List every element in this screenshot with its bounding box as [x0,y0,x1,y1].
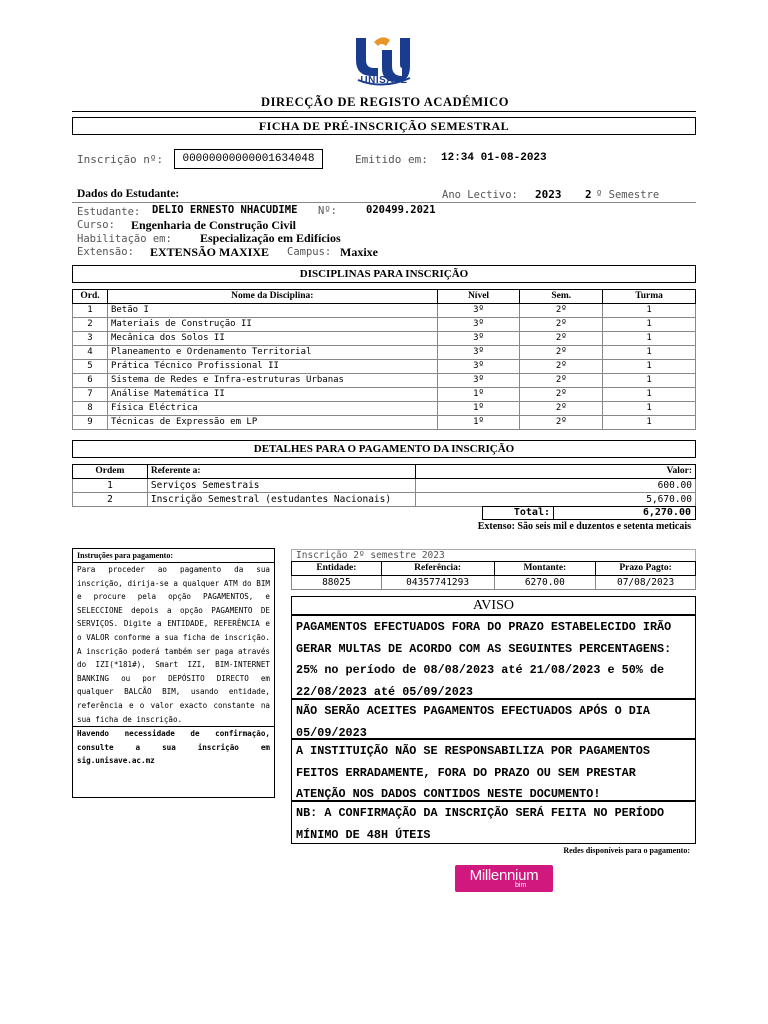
discipline-class: 1 [603,388,696,402]
extension-value: EXTENSÃO MAXIXE [150,245,270,259]
disciplines-title: DISCIPLINAS PARA INSCRIÇÃO [299,268,469,280]
amount-header: Montante: [494,562,596,576]
discipline-level: 3º [437,304,520,318]
notice-paragraph-3: A INSTITUIÇÃO NÃO SE RESPONSABILIZA POR PAGAMENTOS FEITOS ERRADAMENTE, FORA DO PRAZO OU SEM PRESTAR ATENÇÃO NOS DADOS CONTIDOS NESTE DOCUMENTO! [291,738,696,802]
issued-label: Emitido em: [355,153,428,166]
discipline-sem: 2º [520,388,603,402]
disciplines-table [72,289,696,430]
discipline-class: 1 [603,346,696,360]
discipline-class: 1 [603,416,696,430]
discipline-name: Materiais de Construção II [107,318,437,332]
amount-in-words: Extenso: São seis mil e duzentos e setenta meticais [477,521,691,532]
total-label-box [482,506,554,520]
discipline-name: Análise Matemática II [107,388,437,402]
col-sem-header: Sem. [520,290,603,304]
issued-date: 12:34 01-08-2023 [441,152,547,164]
discipline-row [73,318,696,332]
extension-label: Extensão: [77,246,134,258]
total-label: Total: [513,507,550,518]
notice-paragraph-4: NB: A CONFIRMAÇÃO DA INSCRIÇÃO SERÁ FEITA NO PERÍODO MÍNIMO DE 48H ÚTEIS [291,800,696,844]
bank-sub: bim [515,882,527,889]
instructions-panel [72,548,275,798]
discipline-class: 1 [603,374,696,388]
discipline-sem: 2º [520,318,603,332]
payment-table [72,464,696,507]
discipline-class: 1 [603,402,696,416]
millennium-bim-logo [455,865,553,892]
col-ord-header: Ord. [73,290,108,304]
discipline-ord: 4 [73,346,108,360]
payment-order: 2 [73,493,148,507]
course-label: Curso: [77,219,115,231]
deadline-value: 07/08/2023 [596,576,696,590]
instructions-footer: Havendo necessidade de confirmação, consulte a sua inscrição em sig.unisave.ac.mz [77,729,270,766]
payment-title-box [72,440,696,458]
total-value-box [553,506,696,520]
discipline-row [73,416,696,430]
instructions-body: Para proceder ao pagamento da sua inscrição, dirija-se a qualquer ATM do BIM e procure pela opção PAGAMENTOS, e SELECCIONE depois a opção PAGAMENTO DE SERVIÇOS. Digite a ENTIDADE, REFERÊNCIA e o VALOR conforme a sua ficha de inscrição. A inscrição poderá também ser paga através do IZI(*181#), Smart IZI, BIM-INTERNET BANKING ou por DEPÓSITO DIRECTO em qualquer BALCÃO BIM, usando entidade, referência e o valor exacto constante na sua ficha de inscrição. [73,563,274,727]
discipline-name: Mecânica dos Solos II [107,332,437,346]
discipline-ord: 2 [73,318,108,332]
reference-header-row [292,562,696,576]
reference-value: 04357741293 [381,576,494,590]
qualification-value: Especialização em Edifícios [200,231,341,245]
discipline-level: 3º [437,318,520,332]
discipline-ord: 9 [73,416,108,430]
student-rule [72,202,696,203]
student-section-label: Dados do Estudante: [77,188,180,200]
amount-value: 6270.00 [494,576,596,590]
header-rule [72,111,696,112]
payment-row [73,493,696,507]
discipline-row [73,304,696,318]
registration-number-box [174,149,323,169]
col-level-header: Nível [437,290,520,304]
discipline-class: 1 [603,318,696,332]
payment-ref: Inscrição Semestral (estudantes Nacionais) [147,493,415,507]
payment-ref: Serviços Semestrais [147,479,415,493]
disciplines-header-row [73,290,696,304]
discipline-ord: 6 [73,374,108,388]
discipline-sem: 2º [520,346,603,360]
payment-title: DETALHES PARA O PAGAMENTO DA INSCRIÇÃO [253,443,515,455]
discipline-row [73,360,696,374]
campus-value: Maxixe [340,245,378,259]
discipline-ord: 3 [73,332,108,346]
instructions-title: Instruções para pagamento: [73,549,274,563]
discipline-ord: 7 [73,388,108,402]
payment-header-row [73,465,696,479]
reference-caption: Inscrição 2º semestre 2023 [291,549,696,562]
col-class-header: Turma [603,290,696,304]
form-title: FICHA DE PRÉ-INSCRIÇÃO SEMESTRAL [258,119,510,133]
discipline-level: 3º [437,346,520,360]
discipline-name: Planeamento e Ordenamento Territorial [107,346,437,360]
discipline-sem: 2º [520,332,603,346]
department-title: DIRECÇÃO DE REGISTO ACADÉMICO [260,95,510,109]
total-value: 6,270.00 [642,507,691,518]
discipline-name: Técnicas de Expressão em LP [107,416,437,430]
discipline-name: Física Eléctrica [107,402,437,416]
discipline-ord: 5 [73,360,108,374]
reference-values-row [292,576,696,590]
col-value-header: Valor: [415,465,695,479]
payment-value: 600.00 [415,479,695,493]
year-value: 2023 [535,188,562,201]
networks-label: Redes disponíveis para o pagamento: [563,846,690,855]
col-order-header: Ordem [73,465,148,479]
student-no-label: Nº: [318,205,337,217]
bank-name: Millennium [469,867,539,884]
entity-header: Entidade: [292,562,382,576]
unisave-logo [348,32,418,90]
notice-title: AVISO [473,598,514,613]
student-name: DELIO ERNESTO NHACUDIME [152,204,298,216]
discipline-class: 1 [603,332,696,346]
entity-value: 88025 [292,576,382,590]
reference-table [291,561,696,590]
discipline-sem: 2º [520,360,603,374]
payment-row [73,479,696,493]
registration-number: 00000000000001634048 [182,153,315,165]
payment-value: 5,670.00 [415,493,695,507]
discipline-sem: 2º [520,374,603,388]
logo-text: UNISAVE [360,75,408,86]
discipline-level: 1º [437,416,520,430]
discipline-sem: 2º [520,304,603,318]
student-no: 020499.2021 [366,204,436,216]
discipline-name: Sistema de Redes e Infra-estruturas Urbanas [107,374,437,388]
notice-paragraph-2: NÃO SERÃO ACEITES PAGAMENTOS EFECTUADOS APÓS O DIA 05/09/2023 [291,698,696,740]
campus-label: Campus: [287,246,332,258]
payment-order: 1 [73,479,148,493]
discipline-level: 1º [437,402,520,416]
year-label: Ano Lectivo: [442,189,518,201]
student-name-label: Estudante: [77,206,141,218]
discipline-name: Prática Técnico Profissional II [107,360,437,374]
disciplines-title-box [72,265,696,283]
discipline-level: 1º [437,388,520,402]
discipline-level: 3º [437,374,520,388]
discipline-class: 1 [603,304,696,318]
notice-title-box [291,596,696,616]
reference-header: Referência: [381,562,494,576]
deadline-header: Prazo Pagto: [596,562,696,576]
discipline-class: 1 [603,360,696,374]
discipline-level: 3º [437,360,520,374]
qualification-label: Habilitação em: [77,233,172,245]
semester-number: 2 [585,188,592,201]
discipline-row [73,402,696,416]
registration-label: Inscrição nº: [77,153,164,166]
discipline-row [73,346,696,360]
discipline-sem: 2º [520,402,603,416]
discipline-name: Betão I [107,304,437,318]
discipline-row [73,388,696,402]
semester-label: º Semestre [596,189,660,201]
discipline-row [73,374,696,388]
discipline-level: 3º [437,332,520,346]
course-value: Engenharia de Construção Civil [131,218,297,232]
form-title-box [72,117,696,135]
discipline-sem: 2º [520,416,603,430]
discipline-row [73,332,696,346]
col-name-header: Nome da Disciplina: [107,290,437,304]
notice-paragraph-1: PAGAMENTOS EFECTUADOS FORA DO PRAZO ESTABELECIDO IRÃO GERAR MULTAS DE ACORDO COM AS SEGUINTES PERCENTAGENS: 25% no período de 08/08/2023 até 21/08/2023 e 50% de 22/08/2023 até 05/09/2023 [291,614,696,700]
discipline-ord: 8 [73,402,108,416]
discipline-ord: 1 [73,304,108,318]
col-ref-header: Referente a: [147,465,415,479]
